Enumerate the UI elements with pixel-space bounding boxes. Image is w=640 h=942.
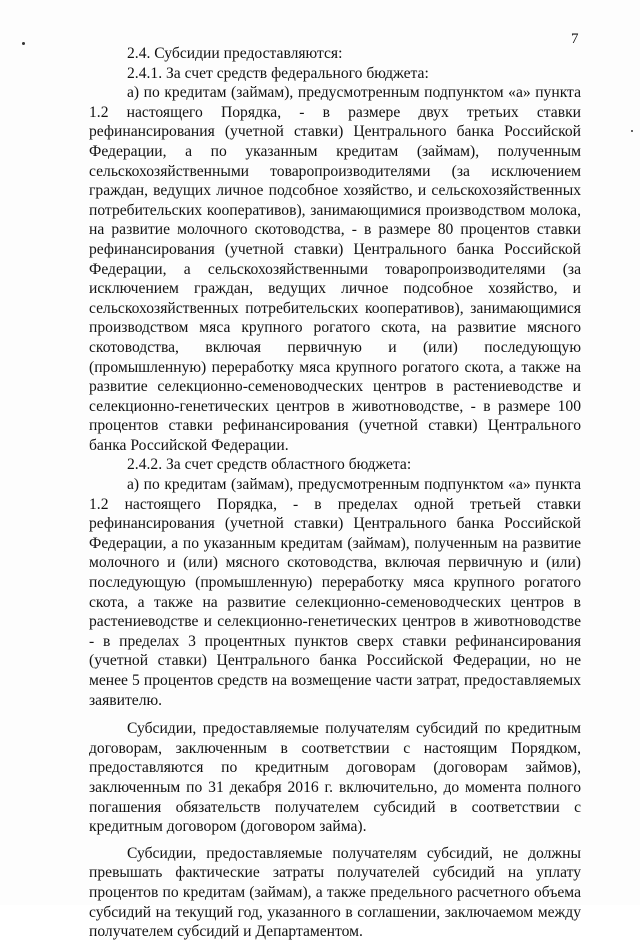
subsection-heading-2-4-1: 2.4.1. За счет средств федерального бюджета: (127, 64, 429, 82)
paragraph-federal-a: а) по кредитам (займам), предусмотренным подпунктом «а» пункта 1.2 настоящего Порядка, - в размере двух третьих ставки рефинансирования (учетной ставки) Центрального банка Российской Федерации, а по указанным кредитам (займам), полученным сельскохозяйственными товаропроизводителями (за исключением граждан, ведущих личное подсобное хозяйство, и сельскохозяйственных потребительских кооперативов), занимающимися производством молока, на развитие молочного скотоводства, - в размере 80 процентов ставки рефинансирования (учетной ставки) Центрального банка Российской Федерации, а сельскохозяйственными товаропроизводителями (за исключением граждан, ведущих личное подсобное хозяйство, и сельскохозяйственных потребительских кооперативов), занимающимися производством мяса крупного рогатого скота, на развитие мясного скотоводства, включая первичную и (или) последующую (промышленную) переработку мяса крупного рогатого скота, а также на развитие селекционно-семеноводческих центров в растениеводстве и селекционно-генетических центров в животноводстве, - в размере 100 процентов ставки рефинансирования (учетной ставки) Центрального банка Российской Федерации. (89, 84, 581, 454)
paragraph-regional-a: а) по кредитам (займам), предусмотренным подпунктом «а» пункта 1.2 настоящего Порядка, - в пределах одной третьей ставки рефинансирования (учетной ставки) Центрального банка Российской Федерации, а по указанным кредитам (займам), полученным на развитие молочного и (или) мясного скотоводства, включая первичную и (или) последующую (промышленную) переработку мяса крупного рогатого скота, а также на развитие селекционно-семеноводческих центров в растениеводстве и селекционно-генетических центров в животноводстве - в пределах 3 процентных пунктов сверх ставки рефинансирования (учетной ставки) Центрального банка Российской Федерации, но не менее 5 процентов средств на возмещение части затрат, предоставляемых заявителю. (89, 476, 581, 709)
scan-speck (631, 130, 633, 132)
subsection-heading-2-4-2: 2.4.2. За счет средств областного бюджета: (127, 456, 412, 474)
page-number: 7 (571, 31, 579, 47)
scan-speck (22, 42, 25, 45)
document-body (89, 44, 581, 942)
section-heading-2-4: 2.4. Субсидии предоставляются: (127, 45, 343, 62)
paragraph-subsidy-terms: Субсидии, предоставляемые получателям субсидий по кредитным договорам, заключенным в соответствии с настоящим Порядком, предоставляются по кредитным договорам (договорам займов), заключенным по 31 декабря 2016 г. включительно, до момента полного погашения обязательств получателем субсидий в соответствии с кредитным договором (договором займа). (89, 720, 581, 836)
paragraph-subsidy-limits: Субсидии, предоставляемые получателям субсидий, не должны превышать фактические затраты получателей субсидий на уплату процентов по кредитам (займам), а также предельного расчетного объема субсидий на текущий год, указанного в соглашении, заключаемом между получателем субсидий и Департаментом. (89, 844, 581, 941)
